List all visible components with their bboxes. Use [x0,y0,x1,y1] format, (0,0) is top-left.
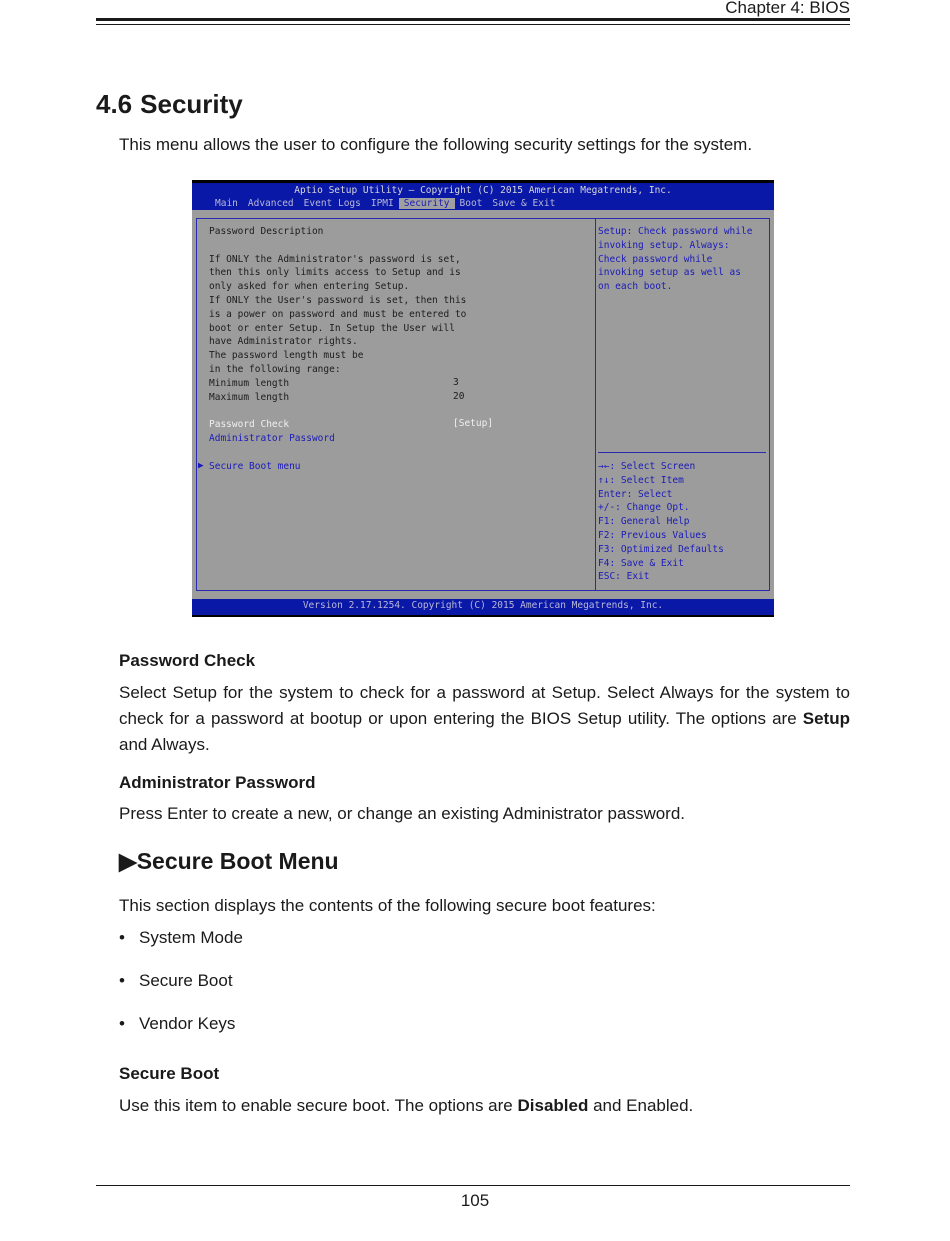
list-item-label: Vendor Keys [139,1014,236,1033]
description-line: If ONLY the Administrator's password is set, [209,253,461,265]
secure-boot-menu-option[interactable]: Secure Boot menu [209,461,301,472]
description-line: The password length must be [209,350,364,362]
help-line: Check password while [598,253,713,265]
description-line: Password Description [209,226,324,237]
key-legend-line: F3: Optimized Defaults [598,543,724,555]
header-rule [96,18,850,21]
description-line: is a power on password and must be entered to [209,308,467,320]
description-line: have Administrator rights. [209,336,358,348]
max-length-label: Maximum length [209,392,290,403]
key-legend-line: F4: Save & Exit [598,557,684,569]
secure-boot-menu-heading: ▶Secure Boot Menu [119,848,339,874]
bios-title: Aptio Setup Utility – Copyright (C) 2015 American Megatrends, Inc. [294,185,672,196]
bullet-icon: • [119,928,125,947]
bios-tab[interactable]: Save & Exit [492,198,556,209]
key-legend-line: ↑↓: Select Item [598,474,684,486]
password-check-option[interactable]: Password Check [209,419,290,430]
password-check-text-b: and Always. [119,735,210,754]
chapter-title: Chapter 4: BIOS [725,0,850,17]
password-check-value[interactable]: [Setup] [453,418,494,429]
bullet-icon: • [119,971,125,990]
key-legend-line: Enter: Select [598,488,673,500]
key-legend-line: ESC: Exit [598,571,650,583]
bullet-icon: • [119,1014,125,1033]
description-line: If ONLY the User's password is set, then this [209,295,467,306]
help-line: on each boot. [598,281,673,293]
admin-password-heading: Administrator Password [119,773,316,792]
bios-divider [595,218,596,591]
secure-boot-text [119,1093,850,1119]
bios-footer-bar [192,599,774,617]
bios-tab[interactable]: Boot [459,198,483,209]
bios-help-divider [598,452,766,453]
password-check-default: Setup [802,709,850,728]
max-length-value: 20 [453,391,465,402]
list-item-label: System Mode [139,928,243,947]
secure-boot-text-a: Use this item to enable secure boot. The options are [119,1096,518,1115]
secure-boot-default: Disabled [517,1096,589,1115]
section-intro: This menu allows the user to configure the following security settings for the system. [119,135,753,154]
bios-title-bar [192,180,774,210]
description-line: then this only limits access to Setup and is [209,267,461,279]
admin-password-option[interactable]: Administrator Password [209,433,335,444]
help-line: invoking setup. Always: [598,239,730,251]
secure-boot-menu-intro: This section displays the contents of the following secure boot features: [119,896,656,915]
header-rule-thin [96,24,850,25]
bios-tab[interactable]: IPMI [370,198,394,209]
password-check-text-a: Select Setup for the system to check for a password at Setup. Select Always for the system to check for a password at bootup or upon entering the BIOS Setup utility. The options are [119,683,850,728]
secure-boot-text-b: and Enabled. [588,1096,694,1115]
bios-screenshot [192,180,774,617]
admin-password-text: Press Enter to create a new, or change an existing Administrator password. [119,804,686,823]
description-line: boot or enter Setup. In Setup the User will [209,322,455,334]
bios-tab[interactable]: Advanced [247,198,294,209]
min-length-value: 3 [453,377,459,388]
submenu-arrow-icon: ▶ [198,460,204,471]
secure-boot-heading: Secure Boot [119,1064,220,1083]
page-number: 105 [460,1191,490,1210]
bios-tab[interactable]: Event Logs [303,198,361,209]
min-length-label: Minimum length [209,378,290,389]
key-legend-line: F2: Previous Values [598,530,707,541]
list-item [119,928,243,948]
bios-tab[interactable]: Main [215,198,238,209]
help-line: invoking setup as well as [598,267,741,279]
section-number: 4.6 [96,89,133,119]
list-item [119,971,233,991]
key-legend-line: →←: Select Screen [598,461,696,472]
section-name: Security [140,89,243,119]
password-check-heading: Password Check [119,651,256,670]
key-legend-line: F1: General Help [598,516,690,528]
footer-rule [96,1185,850,1186]
bios-tab[interactable]: Security [399,198,455,209]
bios-version: Version 2.17.1254. Copyright (C) 2015 American Megatrends, Inc. [302,600,664,611]
section-title [96,89,243,120]
description-line: only asked for when entering Setup. [209,281,410,293]
help-line: Setup: Check password while [598,226,753,237]
list-item-label: Secure Boot [139,971,233,990]
list-item [119,1014,235,1034]
password-check-text [119,680,850,758]
bios-tabs [210,198,560,209]
key-legend-line: +/-: Change Opt. [598,502,690,514]
description-line: in the following range: [209,364,341,375]
